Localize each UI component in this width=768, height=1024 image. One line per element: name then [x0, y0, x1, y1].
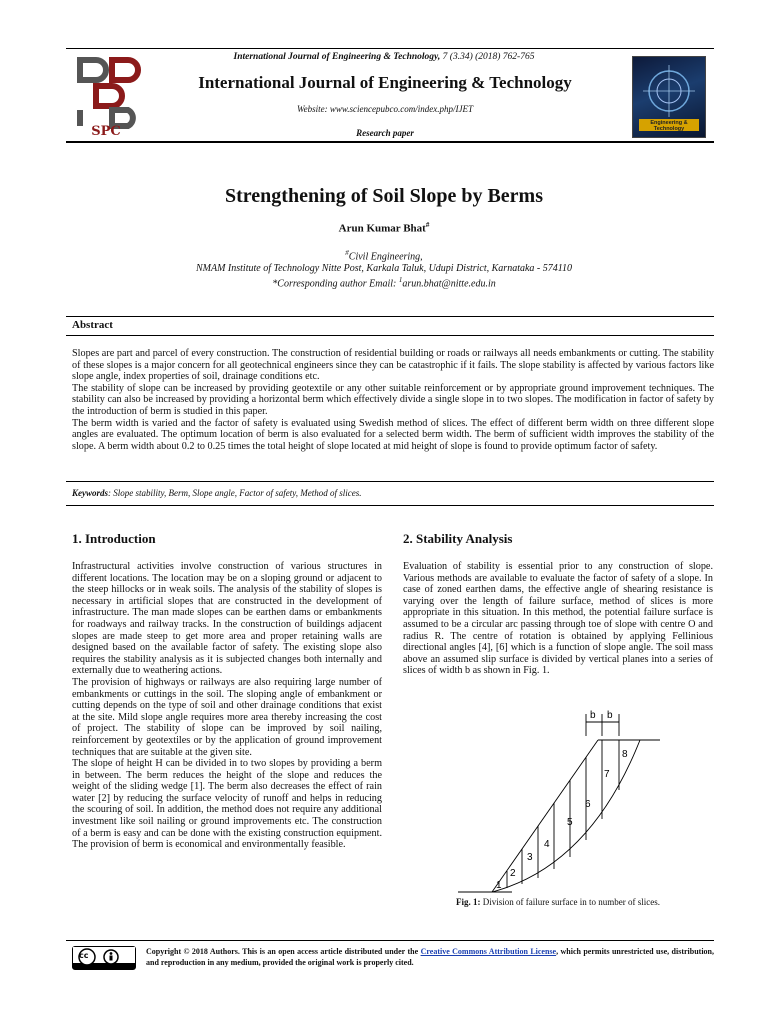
- section-1-heading: 1. Introduction: [72, 531, 156, 546]
- author-superscript: #: [425, 221, 430, 229]
- journal-citation-name: International Journal of Engineering & Technology,: [233, 52, 441, 62]
- journal-website[interactable]: Website: www.sciencepubco.com/index.php/IJET: [297, 104, 473, 114]
- affiliation-line-2: NMAM Institute of Technology Nitte Post, Karkala Taluk, Udupi District, Karnataka - 574110: [195, 263, 572, 274]
- author-name: Arun Kumar Bhat: [338, 222, 426, 235]
- journal-cover-title: Engineering & Technology: [650, 120, 688, 132]
- keywords-text: : Slope stability, Berm, Slope angle, Factor of safety, Method of slices.: [108, 488, 362, 498]
- slice-number: 4: [544, 839, 550, 850]
- journal-citation-details: 7 (3.34) (2018) 762-765: [440, 52, 535, 62]
- article-type: Research paper: [356, 128, 414, 138]
- corresponding-author: [0, 276, 768, 289]
- license-link[interactable]: Creative Commons Attribution License: [420, 947, 557, 956]
- section-2-paragraph: Evaluation of stability is essential prior to any construction of slope. Various methods are available to evaluate the factor of safety of a slope. In case of zoned earthen dams, the effective angle of shearing resistance is varying over the length of failure surface, method of slices is more appropriate in this situation. In this method, the potential failure surface is assumed to be a circular arc passing through toe of slope with centre O and radius R. The centre of rotation is obtained by applying Fellinious directional angles [4], [6] which is a function of slope angle. The soil mass above an assumed slip surface is divided by vertical planes into a series of slices of width b as shown in Fig. 1.: [403, 561, 713, 677]
- section-1-body: [72, 561, 382, 851]
- slice-number: 8: [622, 749, 628, 760]
- journal-cover-image: [632, 56, 706, 138]
- dimension-label-b: b: [590, 710, 596, 721]
- copyright-text-end: , which permits unrestricted use, distribution, and reproduction in any medium, provided the original work is properly cited.: [146, 947, 714, 967]
- section-1-paragraph: The slope of height H can be divided in to two slopes by providing a berm in between. The berm reduces the height of the slope and reduces the weight of the sliding wedge [1]. The berm also decreases the effect of rain water [2] by reducing the surface velocity of runoff and helps in reducing the scouring of soil. In addition, the method does not require any additional investment like soil nailing or ground improvements etc. The construction of a berm is easy and can be done with the existing construction equipment. The provision of berm is economical and environmentally feasible.: [72, 758, 382, 851]
- cc-license-icon[interactable]: [72, 946, 136, 970]
- slice-number: 7: [604, 769, 610, 780]
- slice-number: 3: [527, 852, 533, 863]
- corresponding-email[interactable]: arun.bhat@nitte.edu.in: [402, 278, 496, 290]
- abstract-paragraph: Slopes are part and parcel of every construction. The construction of residential building or roads or railways all needs embankments or cutting. The stability of these slopes is a major concern for all geotechnical engineers since they can be catastrophic if it fails. The slope stability is affected by various factors like slope angle, index properties of soil, drainage conditions etc.: [72, 348, 714, 383]
- dimension-label-b: b: [607, 710, 613, 721]
- slice-number: 2: [510, 868, 516, 879]
- corresponding-superscript: 1: [398, 276, 403, 284]
- publisher-logo-text: SPC: [91, 124, 121, 139]
- affiliation-department: Civil Engineering,: [348, 251, 423, 263]
- abstract-paragraph: The stability of slope can be increased by providing geotextile or any other suitable reinforcement or by appropriate ground improvement techniques. The stability can also be increased by providing a horizontal berm which effectively divide a single slope in to two slopes. The modification in factor of safety by the introduction of berm is studied in this paper.: [72, 382, 714, 417]
- section-2-heading: 2. Stability Analysis: [403, 531, 513, 546]
- corresponding-prefix: *Corresponding author Email:: [272, 278, 399, 290]
- section-2-body: [403, 561, 713, 677]
- keywords-label: Keywords: [72, 488, 108, 498]
- slope-face: [492, 740, 598, 892]
- copyright-text: Copyright © 2018 Authors. This is an open access article distributed under the: [146, 947, 421, 956]
- cc-icon-text: cc: [79, 951, 89, 960]
- abstract-paragraph: The berm width is varied and the factor of safety is evaluated using Swedish method of slices. The effect of different berm width on three different slope angles are evaluated. The optimum location of berm is also evaluated for a selected berm width. The berm of sufficient width improves the stability of the slope. A berm width about 0.2 to 0.25 times the total height of slope located at mid height of slope is found to provide optimum factor of safety.: [72, 417, 714, 452]
- figure-1-diagram: [440, 706, 700, 896]
- journal-title: International Journal of Engineering & Technology: [198, 73, 572, 92]
- abstract-heading: Abstract: [72, 319, 113, 331]
- figure-1-caption-label: Fig. 1:: [456, 897, 481, 907]
- slice-number: 6: [585, 799, 591, 810]
- keywords: [72, 488, 361, 498]
- slice-number: 1: [496, 880, 502, 891]
- figure-1-caption-text: Division of failure surface in to number of slices.: [480, 897, 660, 907]
- paper-author: [0, 221, 768, 235]
- section-1-paragraph: The provision of highways or railways are also requiring large number of embankments or cuttings in the soil. The sloping angle of embankment or cutting depends on the type of soil and other drainage conditions that exist at the site. Mild slope angle requires more area thereby increasing the cost of project. The stability of slope can be improved by soil nailing, reinforcement by geotextiles or by the application of ground improvement techniques that are suitable at the given site.: [72, 676, 382, 758]
- figure-1-caption: [403, 897, 713, 907]
- affiliation-superscript: #: [345, 249, 349, 257]
- paper-title: Strengthening of Soil Slope by Berms: [225, 185, 543, 207]
- abstract-body: [72, 348, 714, 452]
- slice-number: 5: [567, 817, 573, 828]
- section-1-paragraph: Infrastructural activities involve construction of various structures in different locations. The location may be on a sloping ground or adjacent to the steep hillocks or in weak soils. The analysis of the stability of slopes is necessary in artificial slopes that are constructed in the development of infrastructure. The man made slopes can be earthen dams or embankments for roadways and railway tracks. In the construction of buildings adjacent slopes are made steep to get more area and proper retaining walls are designed based on the available factor of safety. The existing slope also requires the stability analysis as it is subjected changes both internally and externally due to weathering actions.: [72, 561, 382, 677]
- copyright-notice: [146, 946, 714, 968]
- affiliation-line-1: [0, 249, 768, 262]
- publisher-logo: [66, 54, 146, 140]
